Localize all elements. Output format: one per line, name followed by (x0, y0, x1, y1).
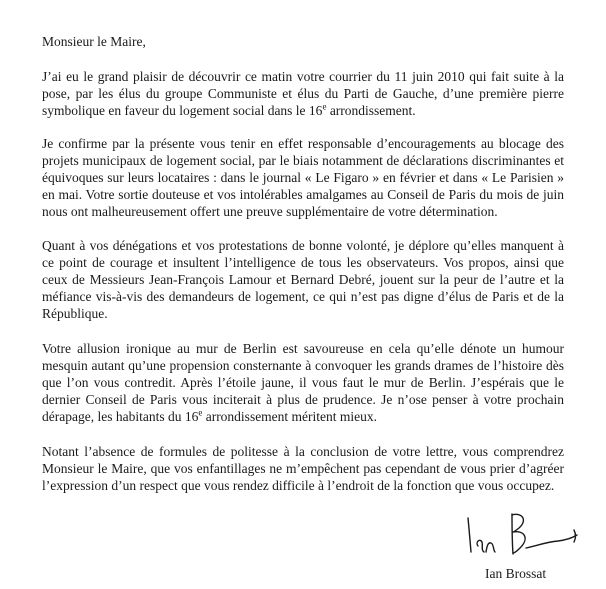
paragraph-1-text: J’ai eu le grand plaisir de découvrir ce matin votre courrier du 11 juin 2010 qui fait suite à la pose, par les élus du groupe Communiste et élus du Parti de Gauche, d’une première pierre symbolique en faveur du logement social dans le 16 (42, 69, 564, 118)
handwritten-signature (462, 508, 587, 558)
paragraph-5: Notant l’absence de formules de politesse à la conclusion de votre lettre, vous comprendrez Monsieur le Maire, que vos enfantillages ne m’empêchent pas cependant de vous prier d’agréer l’expression d’un respect que vous rendez difficile à l’endroit de la fonction que vous occupez. (42, 444, 564, 493)
paragraph-4-text: Votre allusion ironique au mur de Berlin est savoureuse en cela qu’elle dénote un humour mesquin autant qu’une propension consternante à convoquer les grands drames de l’histoire dès que l’on vous contredit. Après l’étoile jaune, il vous faut le mur de Berlin. J’espérais que le dernier Conseil de Paris vous inciterait à plus de prudence. Je n’ose penser à votre prochain dérapage, les habitants du 16 (42, 341, 564, 424)
paragraph-4-end: arrondissement méritent mieux. (202, 409, 378, 424)
paragraph-1-end: arrondissement. (326, 103, 416, 118)
paragraph-2: Je confirme par la présente vous tenir en effet responsable d’encouragements au blocage des projets municipaux de logement social, par le biais notamment de déclarations discriminantes et équivoques sur leurs locataires : dans le journal « Le Figaro » en février et dans « Le Parisien » en mai. Votre sortie douteuse et vos intolérables amalgames au Conseil de Paris du mois de juin nous ont malheureusement offert une preuve supplémentaire de votre détermination. (42, 136, 564, 219)
paragraph-3: Quant à vos dénégations et vos protestations de bonne volonté, je déplore qu’elles manquent à ce point de courage et insultent l’intelligence de tous les observateurs. Vos propos, ainsi que ceux de Messieurs Jean-François Lamour et Bernard Debré, jouent sur la peur de l’autre et la méfiance vis-à-vis des demandeurs de logement, ce qui n’est pas digne d’élus de Paris et de la République. (42, 238, 564, 321)
paragraph-1 (42, 68, 564, 119)
signer-name: Ian Brossat (485, 566, 547, 581)
ordinal-suffix: e (198, 407, 203, 418)
paragraph-4 (42, 340, 564, 425)
ordinal-suffix: e (322, 101, 327, 112)
salutation: Monsieur le Maire, (42, 34, 146, 49)
